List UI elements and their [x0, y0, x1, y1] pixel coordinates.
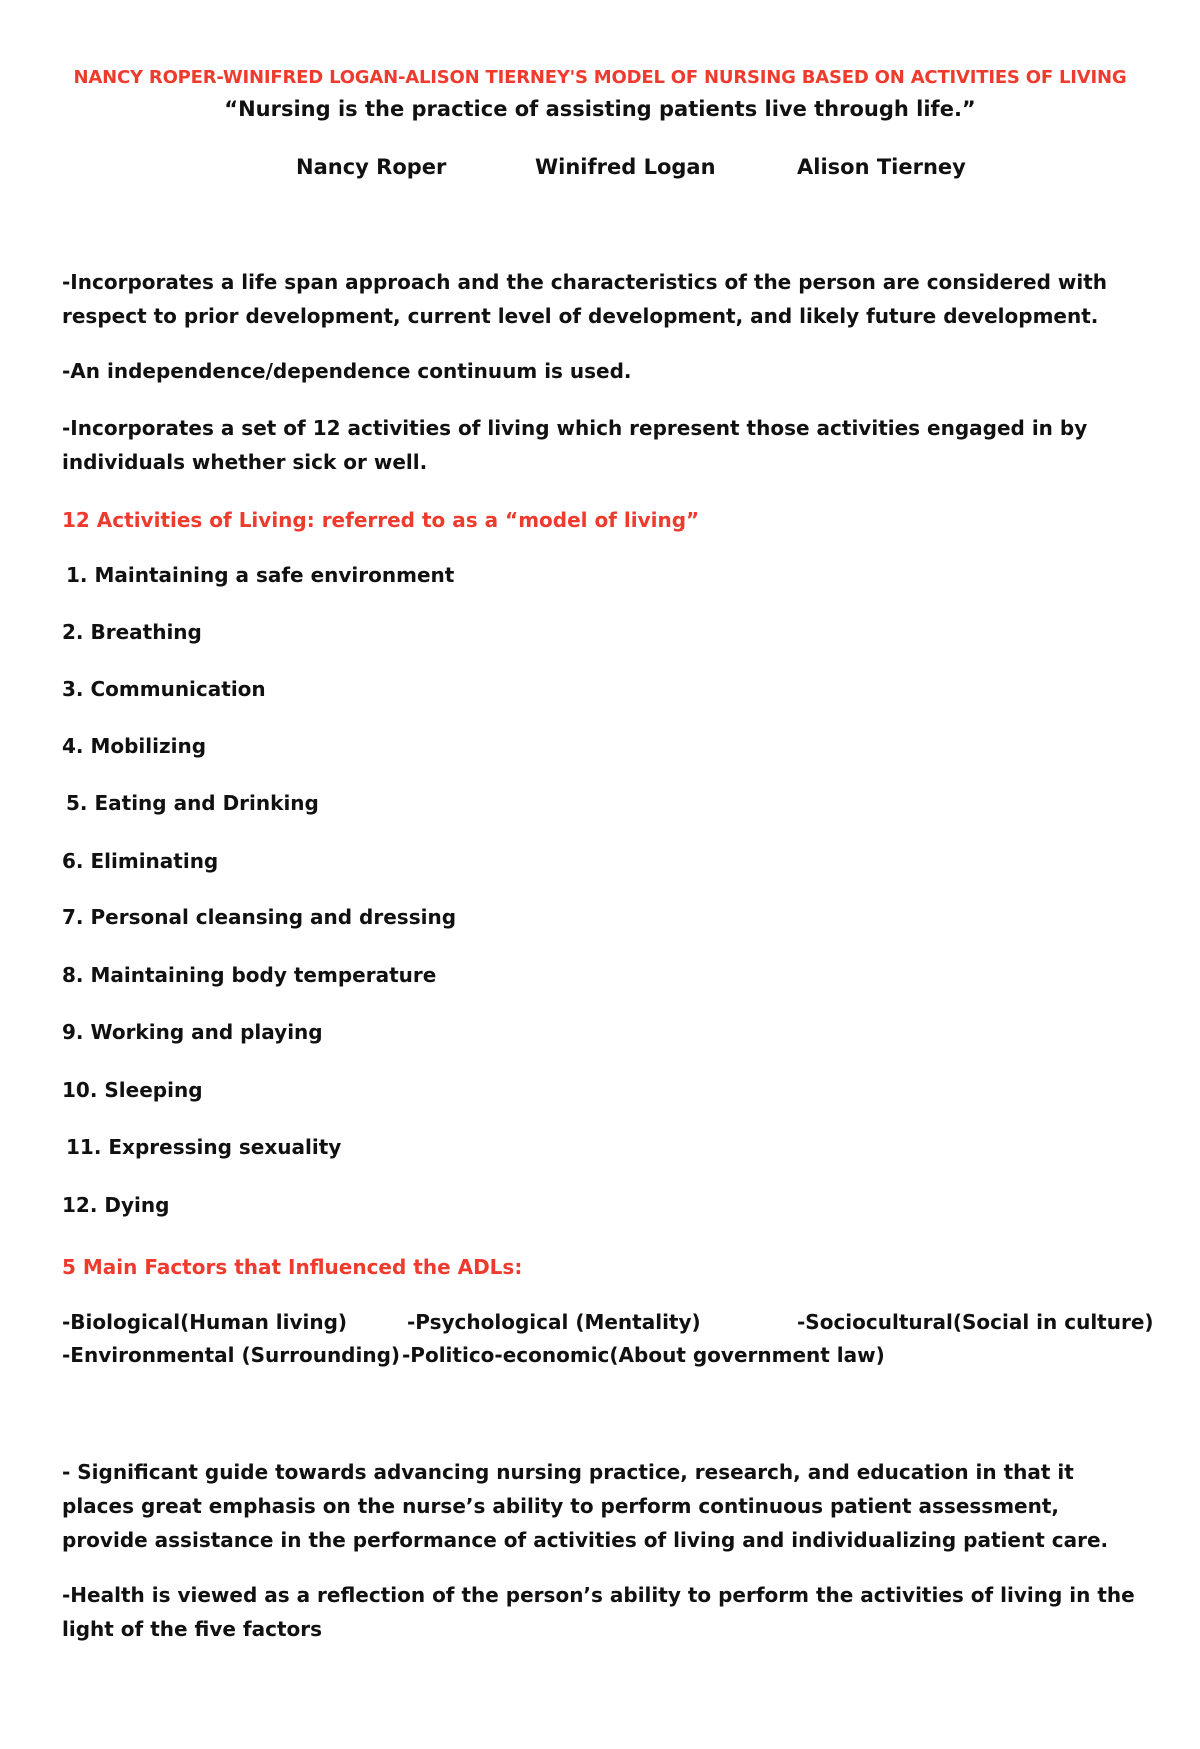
author-winifred-logan: Winifred Logan [535, 155, 716, 179]
factor-politico-economic: -Politico-economic(About government law) [402, 1343, 885, 1367]
activity-item-5: 5. Eating and Drinking [66, 791, 319, 815]
intro-paragraph-activities: -Incorporates a set of 12 activities of living which represent those activities engaged in by individuals whether sick or well. [62, 416, 1088, 474]
nursing-quote: “Nursing is the practice of assisting patients live through life.” [224, 97, 976, 121]
author-nancy-roper: Nancy Roper [296, 155, 447, 179]
activities-heading: 12 Activities of Living: referred to as a “model of living” [62, 508, 700, 532]
activity-item-2: 2. Breathing [62, 620, 202, 644]
factor-environmental: -Environmental (Surrounding) [62, 1343, 401, 1367]
activity-item-8: 8. Maintaining body temperature [62, 963, 437, 987]
factors-heading: 5 Main Factors that Influenced the ADLs: [62, 1255, 523, 1279]
activity-item-12: 12. Dying [62, 1193, 170, 1217]
closing-paragraph-significance: - Significant guide towards advancing nursing practice, research, and education in that it places great emphasis on the nurse’s ability to perform continuous patient assessment, provide assistance in the performance of activities of living and individualizing patient care. [62, 1460, 1109, 1552]
activity-item-3: 3. Communication [62, 677, 266, 701]
activity-item-10: 10. Sleeping [62, 1078, 203, 1102]
document-title: NANCY ROPER-WINIFRED LOGAN-ALISON TIERNEY'S MODEL OF NURSING BASED ON ACTIVITIES OF LIVING [73, 67, 1127, 88]
activity-item-1: 1. Maintaining a safe environment [66, 563, 455, 587]
activity-item-6: 6. Eliminating [62, 849, 219, 873]
factor-psychological: -Psychological (Mentality) [407, 1310, 701, 1334]
authors-row [0, 155, 1200, 185]
activity-item-7: 7. Personal cleansing and dressing [62, 905, 457, 929]
intro-paragraph-life-span: -Incorporates a life span approach and the characteristics of the person are considered with respect to prior development, current level of development, and likely future development. [62, 270, 1107, 328]
activity-item-11: 11. Expressing sexuality [66, 1135, 342, 1159]
closing-paragraph-health: -Health is viewed as a reflection of the person’s ability to perform the activities of living in the light of the five factors [62, 1583, 1135, 1641]
factor-biological: -Biological(Human living) [62, 1310, 348, 1334]
activity-item-9: 9. Working and playing [62, 1020, 323, 1044]
factor-sociocultural: -Sociocultural(Social in culture) [797, 1310, 1154, 1334]
activity-item-4: 4. Mobilizing [62, 734, 207, 758]
author-alison-tierney: Alison Tierney [797, 155, 966, 179]
intro-paragraph-continuum: -An independence/dependence continuum is used. [62, 359, 632, 383]
